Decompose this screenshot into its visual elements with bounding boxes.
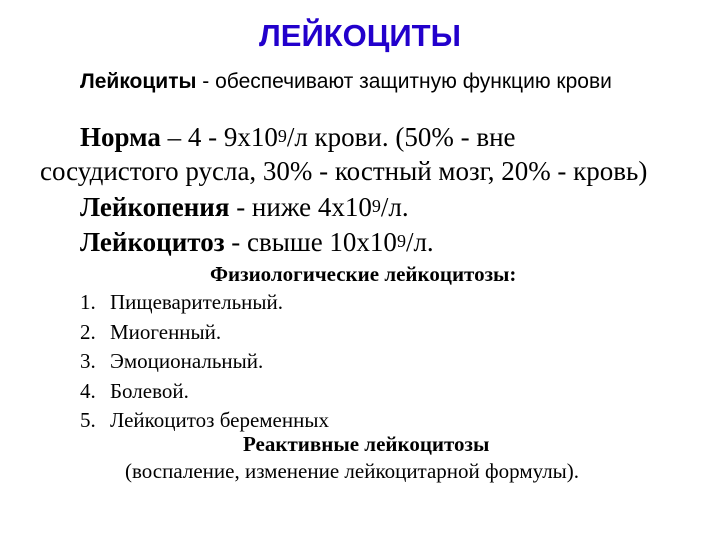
list-item-text: Эмоциональный. bbox=[110, 349, 264, 373]
leukopenia-text-a: - ниже 4х10 bbox=[229, 192, 372, 222]
definition-term: Лейкоциты bbox=[80, 70, 197, 93]
leukocytosis-text-a: - свыше 10х10 bbox=[224, 227, 397, 257]
leukocytosis-exponent: 9 bbox=[396, 231, 406, 251]
list-item bbox=[80, 377, 329, 407]
norm-text-a: – 4 - 9х10 bbox=[160, 122, 278, 152]
reactive-heading: Реактивные лейкоцитозы bbox=[243, 432, 490, 456]
leukopenia-term: Лейкопения bbox=[80, 192, 230, 222]
list-item bbox=[80, 347, 329, 377]
physiological-heading: Физиологические лейкоцитозы: bbox=[210, 262, 517, 286]
leukocytosis-line bbox=[80, 227, 434, 258]
definition-line bbox=[80, 70, 612, 94]
leukopenia-text-b: /л. bbox=[380, 192, 409, 222]
leukopenia-line bbox=[80, 192, 409, 223]
list-item-number: 3. bbox=[80, 349, 96, 373]
leukocytosis-term: Лейкоцитоз bbox=[80, 227, 225, 257]
list-item bbox=[80, 318, 329, 348]
list-item-text: Миогенный. bbox=[110, 319, 222, 344]
list-item bbox=[80, 288, 329, 318]
list-item-number: 2. bbox=[80, 319, 96, 344]
leukopenia-exponent: 9 bbox=[371, 196, 381, 216]
norm-term: Норма bbox=[80, 122, 161, 152]
norm-exponent: 9 bbox=[277, 126, 287, 146]
list-item-text: Пищеварительный. bbox=[110, 290, 283, 314]
norm-text-b: /л крови. (50% - вне bbox=[286, 122, 516, 152]
leukocytosis-text-b: /л. bbox=[405, 227, 434, 257]
list-item-number: 5. bbox=[80, 408, 96, 432]
reactive-description: (воспаление, изменение лейкоцитарной формулы). bbox=[125, 459, 580, 483]
physiological-list bbox=[80, 288, 329, 436]
norm-line-continued: сосудистого русла, 30% - костный мозг, 20% - кровь) bbox=[40, 156, 648, 186]
page-title: ЛЕЙКОЦИТЫ bbox=[259, 18, 461, 53]
list-item-text: Болевой. bbox=[110, 378, 189, 403]
list-item-number: 1. bbox=[80, 290, 96, 314]
norm-line bbox=[80, 122, 516, 153]
list-item-text: Лейкоцитоз беременных bbox=[110, 408, 329, 432]
definition-text: - обеспечивают защитную функцию крови bbox=[196, 70, 612, 93]
list-item-number: 4. bbox=[80, 378, 96, 403]
